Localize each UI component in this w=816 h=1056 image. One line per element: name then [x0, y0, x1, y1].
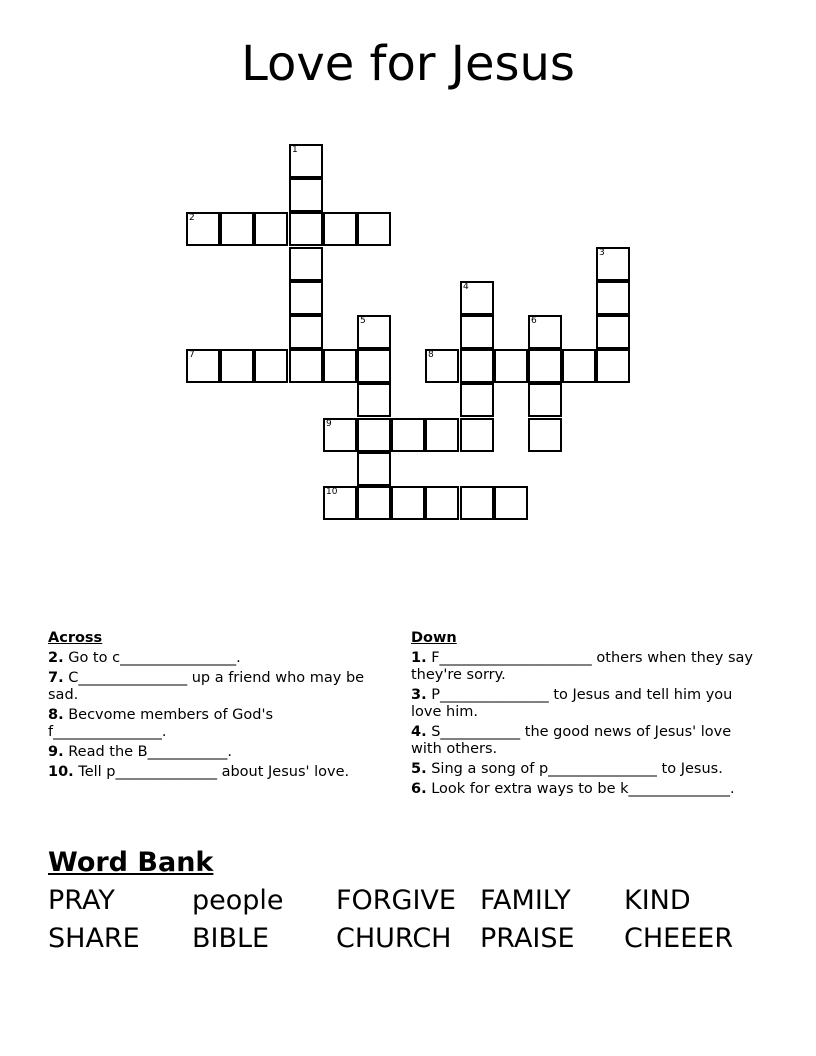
word-bank-word: CHEEER	[624, 923, 734, 954]
crossword-cell[interactable]	[289, 212, 323, 246]
clue-text: C_______________ up a friend who may be sad.	[48, 670, 365, 703]
clue-number: 3.	[411, 687, 427, 703]
word-bank-word: PRAISE	[480, 923, 575, 954]
clue-number: 9.	[48, 744, 64, 760]
across-clue	[48, 707, 384, 741]
crossword-cell[interactable]	[391, 418, 425, 452]
crossword-cell[interactable]	[460, 349, 494, 383]
clue-number-label: 3	[599, 248, 605, 258]
crossword-cell[interactable]	[254, 349, 288, 383]
clue-number: 8.	[48, 707, 64, 723]
crossword-cell[interactable]	[220, 349, 254, 383]
crossword-cell[interactable]	[596, 349, 630, 383]
page-title: Love for Jesus	[241, 36, 575, 92]
clue-number-label: 6	[531, 316, 537, 326]
crossword-cell[interactable]	[323, 418, 357, 452]
word-bank-word: people	[192, 885, 284, 916]
clue-number-label: 1	[292, 145, 298, 155]
clue-number: 7.	[48, 670, 64, 686]
crossword-cell[interactable]	[460, 383, 494, 417]
crossword-cell[interactable]	[460, 486, 494, 520]
clue-number: 5.	[411, 761, 427, 777]
down-clues	[411, 630, 761, 801]
clue-text: P_______________ to Jesus and tell him you love him.	[411, 687, 733, 720]
crossword-cell[interactable]	[596, 281, 630, 315]
word-bank-word: KIND	[624, 885, 691, 916]
clue-number-label: 7	[189, 350, 195, 360]
crossword-cell[interactable]	[289, 178, 323, 212]
crossword-cell[interactable]	[596, 247, 630, 281]
clue-number-label: 8	[428, 350, 434, 360]
down-clue	[411, 650, 761, 684]
clue-text: Read the B___________.	[68, 744, 232, 760]
crossword-cell[interactable]	[425, 349, 459, 383]
word-bank	[48, 882, 768, 958]
crossword-cell[interactable]	[528, 349, 562, 383]
clue-number: 10.	[48, 764, 74, 780]
clue-number: 2.	[48, 650, 64, 666]
clue-number: 1.	[411, 650, 427, 666]
clue-number-label: 10	[326, 487, 338, 497]
crossword-cell[interactable]	[289, 281, 323, 315]
crossword-cell[interactable]	[460, 281, 494, 315]
word-bank-word: BIBLE	[192, 923, 270, 954]
crossword-cell[interactable]	[289, 247, 323, 281]
word-bank-word: FORGIVE	[336, 885, 456, 916]
clue-text: S___________ the good news of Jesus' love with others.	[411, 724, 732, 757]
down-clue	[411, 724, 761, 758]
down-clue	[411, 761, 761, 778]
clue-text: Sing a song of p_______________ to Jesus.	[431, 761, 723, 777]
crossword-cell[interactable]	[357, 212, 391, 246]
crossword-cell[interactable]	[528, 418, 562, 452]
word-bank-word: FAMILY	[480, 885, 571, 916]
crossword-cell[interactable]	[460, 418, 494, 452]
crossword-cell[interactable]	[528, 315, 562, 349]
crossword-cell[interactable]	[391, 486, 425, 520]
across-clue	[48, 650, 384, 667]
crossword-cell[interactable]	[425, 486, 459, 520]
clue-number-label: 5	[360, 316, 366, 326]
crossword-cell[interactable]	[357, 418, 391, 452]
word-bank-word: PRAY	[48, 885, 115, 916]
word-bank-word: CHURCH	[336, 923, 452, 954]
clue-text: Go to c________________.	[68, 650, 241, 666]
word-bank-word: SHARE	[48, 923, 140, 954]
crossword-cell[interactable]	[460, 315, 494, 349]
crossword-cell[interactable]	[357, 452, 391, 486]
crossword-cell[interactable]	[220, 212, 254, 246]
crossword-cell[interactable]	[323, 212, 357, 246]
clue-number-label: 9	[326, 419, 332, 429]
crossword-cell[interactable]	[357, 383, 391, 417]
clue-number-label: 2	[189, 213, 195, 223]
crossword-cell[interactable]	[494, 349, 528, 383]
crossword-cell[interactable]	[289, 315, 323, 349]
across-clue	[48, 764, 384, 781]
crossword-cell[interactable]	[323, 486, 357, 520]
clue-text: Look for extra ways to be k______________.	[431, 781, 735, 797]
crossword-cell[interactable]	[186, 349, 220, 383]
down-clue	[411, 781, 761, 798]
across-heading: Across	[48, 630, 103, 646]
across-clue	[48, 670, 384, 704]
crossword-cell[interactable]	[596, 315, 630, 349]
word-bank-heading: Word Bank	[48, 847, 214, 878]
clue-number: 6.	[411, 781, 427, 797]
across-clues	[48, 630, 384, 784]
across-clue	[48, 744, 384, 761]
crossword-cell[interactable]	[323, 349, 357, 383]
crossword-cell[interactable]	[425, 418, 459, 452]
clue-text: F_____________________ others when they say they're sorry.	[411, 650, 753, 683]
clue-number: 4.	[411, 724, 427, 740]
crossword-cell[interactable]	[186, 212, 220, 246]
clue-text: Tell p______________ about Jesus' love.	[78, 764, 350, 780]
crossword-cell[interactable]	[357, 486, 391, 520]
crossword-cell[interactable]	[357, 315, 391, 349]
down-clue	[411, 687, 761, 721]
down-heading: Down	[411, 630, 457, 646]
crossword-cell[interactable]	[254, 212, 288, 246]
crossword-cell[interactable]	[289, 349, 323, 383]
crossword-cell[interactable]	[494, 486, 528, 520]
clue-number-label: 4	[463, 282, 469, 292]
crossword-cell[interactable]	[562, 349, 596, 383]
clue-text: Becvome members of God's f_______________.	[48, 707, 274, 740]
crossword-cell[interactable]	[528, 383, 562, 417]
crossword-cell[interactable]	[289, 144, 323, 178]
crossword-cell[interactable]	[357, 349, 391, 383]
